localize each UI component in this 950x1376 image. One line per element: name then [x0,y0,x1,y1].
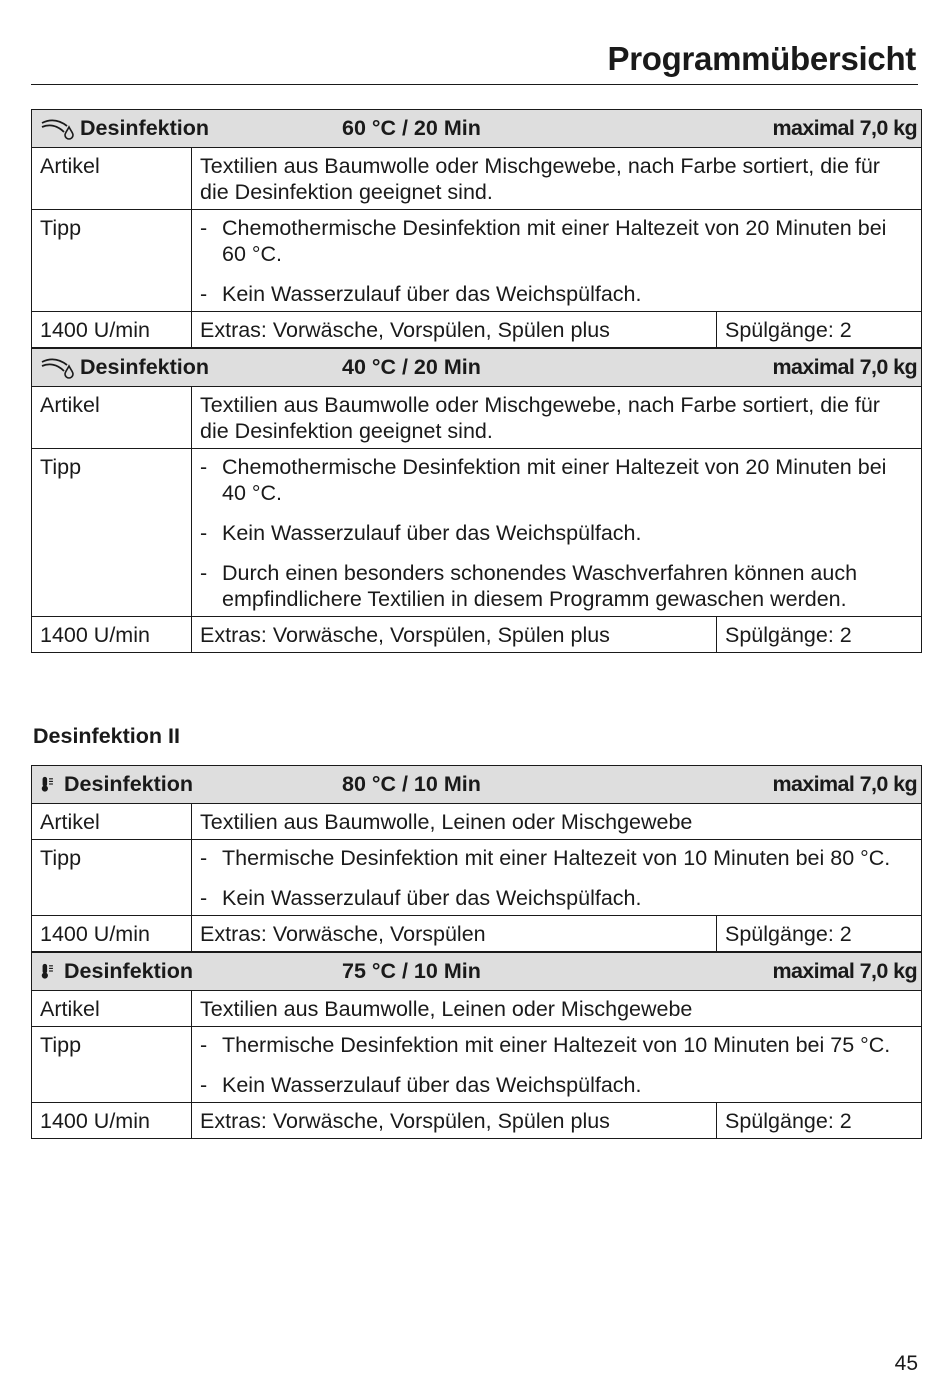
chemo-disinfection-icon [40,116,74,140]
rinse-count: Spülgänge: 2 [717,312,922,348]
spin-speed: 1400 U/min [32,916,192,952]
rinse-count: Spülgänge: 2 [717,617,922,653]
extras: Extras: Vorwäsche, Vorspülen, Spülen plus [192,617,717,653]
tip-row [32,840,922,916]
section-title: Desinfektion II [33,724,180,748]
spin-row [32,916,922,952]
rinse-count: Spülgänge: 2 [717,1103,922,1139]
article-row [32,148,922,210]
program-header-row [32,349,922,387]
tip-label: Tipp [32,210,192,312]
page-header [31,36,918,85]
article-text: Textilien aus Baumwolle, Leinen oder Mischgewebe [192,804,922,840]
page-title: Programmübersicht [607,40,916,77]
thermometer-icon [40,958,62,984]
page-number: 45 [894,1352,918,1375]
thermometer-icon [40,771,62,797]
tip-item: - Thermische Desinfektion mit einer Haltezeit von 10 Minuten bei 75 °C. [200,1033,891,1057]
program-table-80 [31,765,922,952]
program-table-40 [31,348,922,653]
tip-label: Tipp [32,840,192,916]
program-header-row [32,110,922,148]
tip-row [32,210,922,312]
rinse-count: Spülgänge: 2 [717,916,922,952]
tip-item: - Kein Wasserzulauf über das Weichspülfach. [200,521,642,545]
program-table-60 [31,109,922,348]
tip-item: - Kein Wasserzulauf über das Weichspülfach. [200,282,642,306]
program-name: Desinfektion [80,116,210,140]
article-row [32,991,922,1027]
tip-label: Tipp [32,449,192,617]
program-max-load: maximal 7,0 kg [772,355,918,379]
article-row [32,387,922,449]
tip-item: - Durch einen besonders schonendes Waschverfahren können auch empfindlichere Textilien in diesem Programm gewaschen werden. [200,561,858,611]
program-table-75 [31,952,922,1139]
tip-item: - Chemothermische Desinfektion mit einer Haltezeit von 20 Minuten bei 60 °C. [200,216,887,266]
program-name: Desinfektion [64,959,194,983]
program-block-1 [31,109,921,653]
spin-speed: 1400 U/min [32,617,192,653]
article-text: Textilien aus Baumwolle oder Mischgewebe, nach Farbe sortiert, die für die Desinfektion geeignet sind. [192,387,922,449]
spin-row [32,617,922,653]
program-header-row [32,953,922,991]
tip-item: - Kein Wasserzulauf über das Weichspülfach. [200,1073,642,1097]
tip-item: - Chemothermische Desinfektion mit einer Haltezeit von 20 Minuten bei 40 °C. [200,455,887,505]
tip-row [32,449,922,617]
extras: Extras: Vorwäsche, Vorspülen [192,916,717,952]
program-max-load: maximal 7,0 kg [772,772,918,796]
article-row [32,804,922,840]
program-max-load: maximal 7,0 kg [772,959,918,983]
article-label: Artikel [32,387,192,449]
tip-label: Tipp [32,1027,192,1103]
article-text: Textilien aus Baumwolle oder Mischgewebe, nach Farbe sortiert, die für die Desinfektion geeignet sind. [192,148,922,210]
program-name: Desinfektion [64,772,194,796]
program-temp-time: 80 °C / 10 Min [342,772,481,796]
program-max-load: maximal 7,0 kg [772,116,918,140]
spin-speed: 1400 U/min [32,312,192,348]
tip-item: - Thermische Desinfektion mit einer Haltezeit von 10 Minuten bei 80 °C. [200,846,891,870]
program-block-2 [31,765,921,1139]
program-name: Desinfektion [80,355,210,379]
article-text: Textilien aus Baumwolle, Leinen oder Mischgewebe [192,991,922,1027]
chemo-disinfection-icon [40,355,74,379]
spin-row [32,312,922,348]
program-temp-time: 75 °C / 10 Min [342,959,481,983]
spin-speed: 1400 U/min [32,1103,192,1139]
extras: Extras: Vorwäsche, Vorspülen, Spülen plus [192,312,717,348]
article-label: Artikel [32,804,192,840]
program-header-row [32,766,922,804]
extras: Extras: Vorwäsche, Vorspülen, Spülen plus [192,1103,717,1139]
article-label: Artikel [32,991,192,1027]
article-label: Artikel [32,148,192,210]
program-temp-time: 40 °C / 20 Min [342,355,481,379]
tip-item: - Kein Wasserzulauf über das Weichspülfach. [200,886,642,910]
spin-row [32,1103,922,1139]
tip-row [32,1027,922,1103]
program-temp-time: 60 °C / 20 Min [342,116,481,140]
